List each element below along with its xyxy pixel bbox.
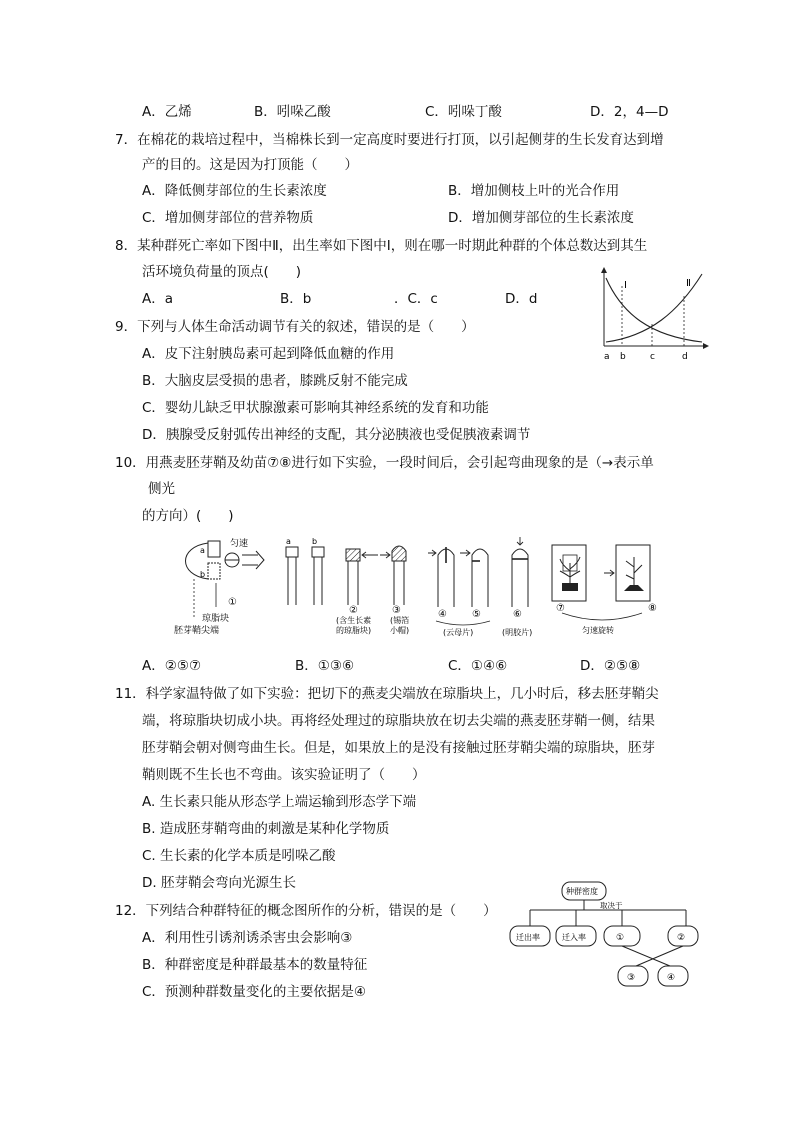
q10-tinfoil-label-1: (锡箔 — [390, 616, 410, 625]
q12-decided-by-label: 取决于 — [600, 901, 623, 910]
q12-concept-map-figure — [500, 880, 700, 992]
q6-option-c: C．吲哚丁酸 — [425, 104, 502, 120]
q10-label-n2: ② — [349, 605, 358, 616]
q9-option-b: B．大脑皮层受损的患者，膝跳反射不能完成 — [142, 373, 408, 389]
q12-node-2: ② — [677, 933, 686, 943]
q8-tick-c: c — [650, 352, 655, 362]
q12-stem: 12．下列结合种群特征的概念图所作的分析，错误的是（ ） — [115, 903, 497, 919]
q10-option-c: C．①④⑥ — [448, 658, 508, 674]
q6-option-b: B．吲哚乙酸 — [254, 104, 331, 120]
q12-option-a: A．利用性引诱剂诱杀害虫会影响③ — [142, 930, 353, 946]
q8-tick-a: a — [604, 352, 610, 362]
q10-agar-label: 琼脂块 — [202, 614, 230, 624]
q8-option-a: A．a — [142, 291, 174, 307]
q7-option-b: B．增加侧枝上叶的光合作用 — [448, 183, 620, 199]
q10-rotate-label: 匀速旋转 — [582, 626, 614, 635]
q7-stem-line1: 7．在棉花的栽培过程中，当棉株长到一定高度时要进行打顶，以引起侧芽的生长发育达到增 — [115, 132, 664, 148]
q12-node-emigration: 迁出率 — [516, 933, 540, 942]
q8-option-c: ．C．c — [394, 291, 438, 307]
q7-option-c: C．增加侧芽部位的营养物质 — [142, 210, 314, 226]
q10-label-a2: a — [286, 537, 291, 546]
q8-option-b: B．b — [280, 291, 312, 307]
q10-label-b2: b — [312, 537, 318, 546]
q10-label-n7: ⑦ — [556, 603, 565, 614]
q10-label-n3: ③ — [392, 605, 401, 616]
q9-option-c: C．婴幼儿缺乏甲状腺激素可影响其神经系统的发育和功能 — [142, 400, 489, 416]
q9-option-d: D．胰腺受反射弧传出神经的支配，其分泌胰液也受促胰液素调节 — [142, 427, 531, 443]
q9-stem: 9．下列与人体生命活动调节有关的叙述，错误的是（ ） — [115, 319, 475, 335]
q10-label-n6: ⑥ — [513, 609, 522, 620]
q10-label-n5: ⑤ — [472, 609, 481, 620]
q12-node-root: 种群密度 — [566, 887, 598, 896]
q12-node-4: ④ — [667, 973, 676, 983]
q11-option-a: A. 生长素只能从形态学上端运输到形态学下端 — [142, 794, 417, 810]
q10-mica-label: (云母片) — [443, 628, 474, 637]
q12-node-3: ③ — [627, 973, 636, 983]
q10-stem-line1: 10．用燕麦胚芽鞘及幼苗⑦⑧进行如下实验，一段时间后，会引起弯曲现象的是（→表示单 — [115, 455, 654, 471]
q11-stem-line1: 11．科学家温特做了如下实验：把切下的燕麦尖端放在琼脂块上，几小时后，移去胚芽鞘尖 — [115, 686, 659, 702]
q10-label-b1: b — [200, 570, 206, 579]
q9-option-a: A．皮下注射胰岛素可起到降低血糖的作用 — [142, 346, 395, 362]
q10-speed-label: 匀速 — [230, 539, 249, 549]
q8-tick-d: d — [682, 352, 688, 362]
q11-option-c: C. 生长素的化学本质是吲哚乙酸 — [142, 848, 336, 864]
q10-coleoptile-experiment-figure — [172, 535, 672, 645]
q8-curve-label-2: Ⅱ — [686, 278, 691, 289]
q11-option-d: D. 胚芽鞘会弯向光源生长 — [142, 875, 296, 891]
q10-option-a: A．②⑤⑦ — [142, 658, 202, 674]
q8-population-curve-figure — [598, 266, 710, 362]
q11-option-b: B. 造成胚芽鞘弯曲的刺激是某种化学物质 — [142, 821, 390, 837]
q10-tinfoil-label-2: 小帽) — [390, 626, 410, 635]
q8-stem-line1: 8．某种群死亡率如下图中Ⅱ，出生率如下图中Ⅰ，则在哪一时期此种群的个体总数达到其生 — [115, 238, 648, 254]
q8-stem-line2: 活环境负荷量的顶点( ) — [142, 264, 302, 280]
q11-stem-line2: 端，将琼脂块切成小块。再将经处理过的琼脂块放在切去尖端的燕麦胚芽鞘一侧，结果 — [142, 713, 655, 729]
q12-option-b: B．种群密度是种群最基本的数量特征 — [142, 957, 368, 973]
q7-option-a: A．降低侧芽部位的生长素浓度 — [142, 183, 327, 199]
q8-curve-label-1: Ⅰ — [624, 280, 627, 291]
q10-stem-line3: 的方向）( ) — [142, 508, 234, 524]
q6-option-a: A．乙烯 — [142, 104, 192, 120]
q12-node-immigration: 迁入率 — [562, 933, 586, 942]
q10-label-a1: a — [200, 546, 205, 555]
q11-stem-line3: 胚芽鞘会朝对侧弯曲生长。但是，如果放上的是没有接触过胚芽鞘尖端的琼脂块，胚芽 — [142, 740, 655, 756]
q10-label-n4: ④ — [438, 609, 447, 620]
q12-node-1: ① — [616, 933, 625, 943]
q11-stem-line4: 鞘则既不生长也不弯曲。该实验证明了（ ） — [142, 767, 426, 783]
q10-option-b: B．①③⑥ — [295, 658, 355, 674]
q8-tick-b: b — [620, 352, 626, 362]
q7-option-d: D．增加侧芽部位的生长素浓度 — [448, 210, 634, 226]
q8-option-d: D．d — [505, 291, 538, 307]
q10-tip-label: 胚芽鞘尖端 — [174, 626, 220, 636]
q10-label-n8: ⑧ — [648, 603, 657, 614]
q7-stem-line2: 产的目的。这是因为打顶能（ ） — [142, 157, 358, 173]
q10-auxin-agar-label-1: (含生长素 — [336, 616, 372, 625]
q12-option-c: C．预测种群数量变化的主要依据是④ — [142, 984, 367, 1000]
q10-option-d: D．②⑤⑧ — [580, 658, 641, 674]
q10-gelatin-label: (明胶片) — [502, 628, 533, 637]
q10-auxin-agar-label-2: 的琼脂块) — [336, 626, 372, 635]
q6-option-d: D．2，4—D — [590, 104, 669, 120]
q10-stem-line2: 侧光 — [148, 481, 175, 497]
q10-label-n1: ① — [228, 597, 237, 608]
